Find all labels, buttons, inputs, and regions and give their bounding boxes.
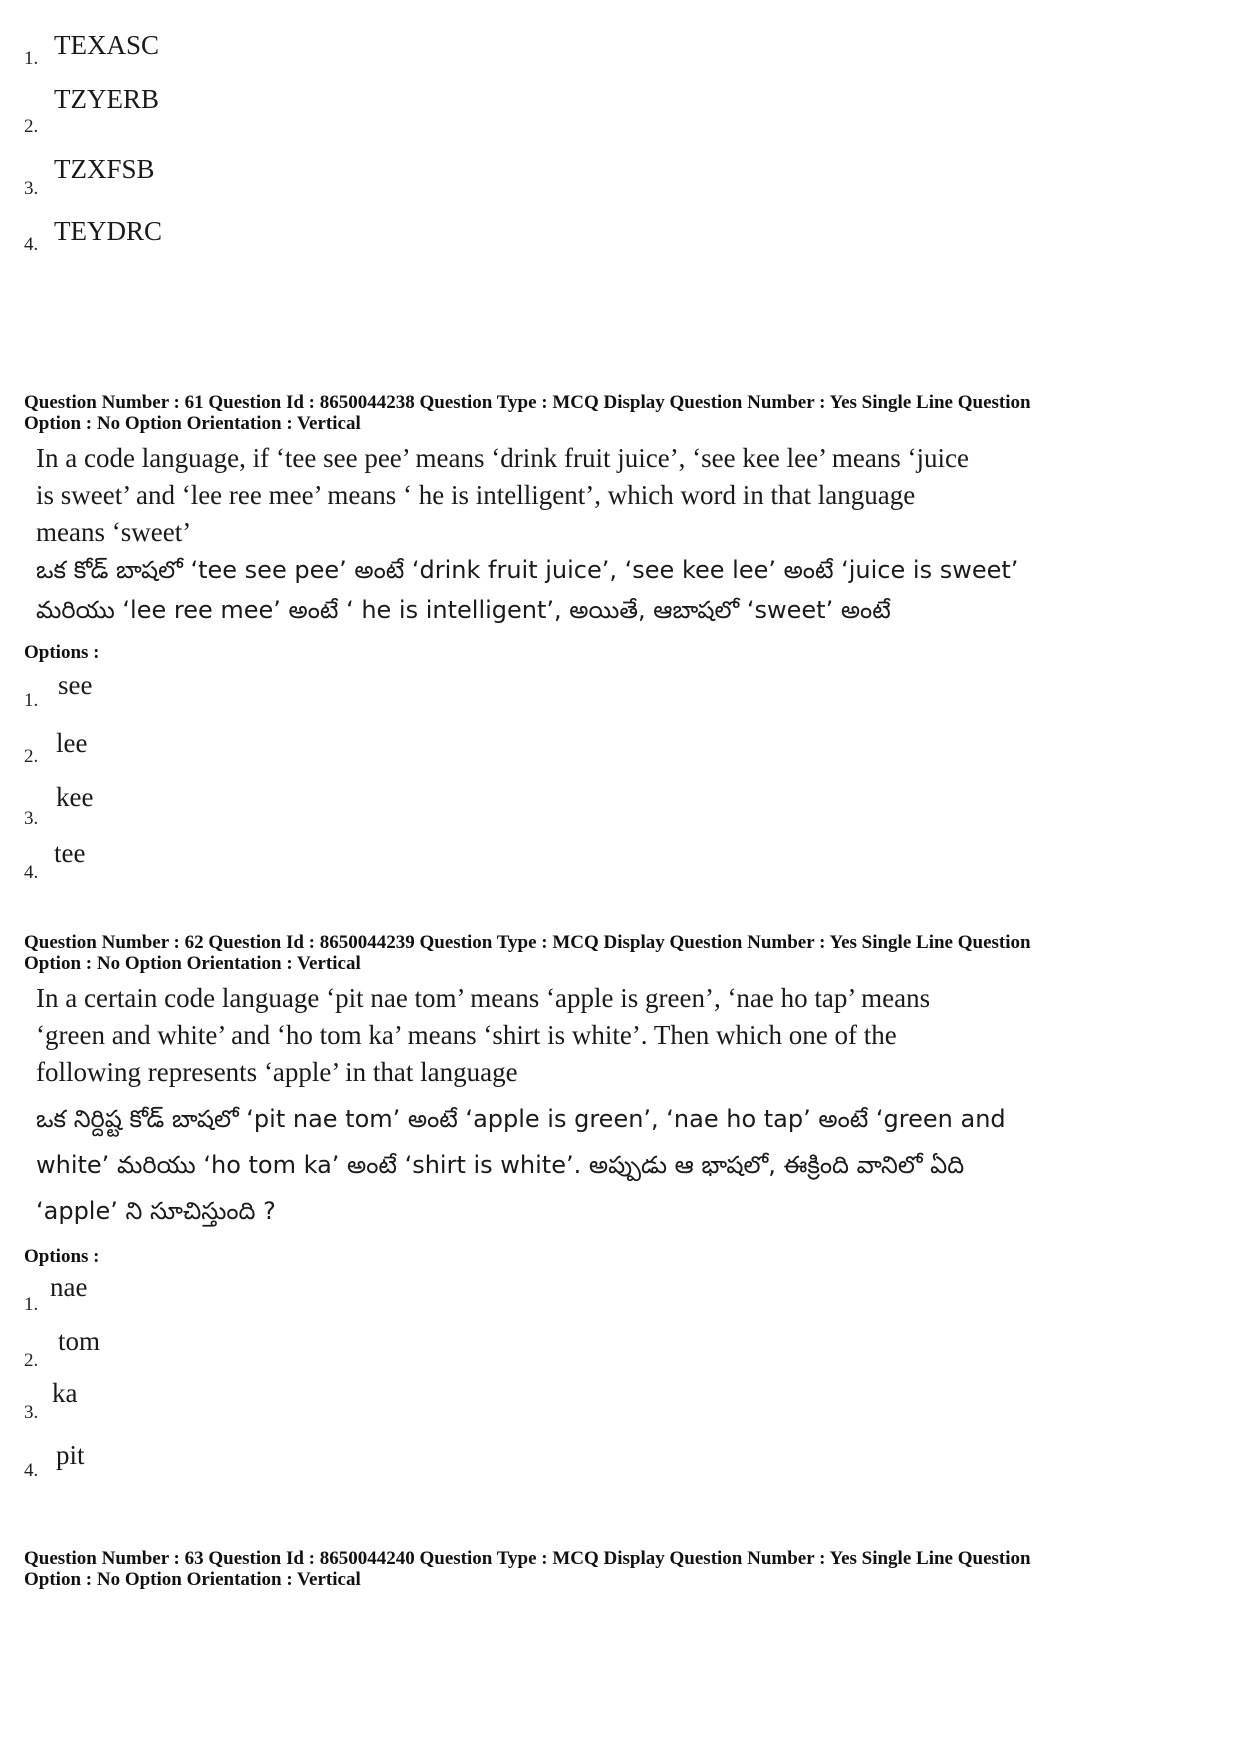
question-meta bbox=[24, 392, 1224, 434]
question-line: ‘green and white’ and ‘ho tom ka’ means ‘shirt is white’. Then which one of the bbox=[36, 1020, 897, 1050]
option-text: tom bbox=[58, 1326, 101, 1356]
option-text: lee bbox=[56, 728, 88, 758]
option-number: 2. bbox=[24, 1350, 39, 1371]
question-line: is sweet’ and ‘lee ree mee’ means ‘ he is intelligent’, which word in that language bbox=[36, 480, 916, 510]
question-line: In a certain code language ‘pit nae tom’ means ‘apple is green’, ‘nae ho tap’ means bbox=[36, 983, 931, 1013]
question-meta bbox=[24, 932, 1224, 974]
question-text-telugu bbox=[36, 550, 1186, 630]
options-label: Options : bbox=[24, 1246, 100, 1267]
option-number: 4. bbox=[24, 1460, 39, 1481]
option-number: 1. bbox=[24, 48, 39, 69]
question-line: means ‘sweet’ bbox=[36, 517, 192, 547]
meta-line-1: Question Number : 63 Question Id : 8650044240 Question Type : MCQ Display Question Number : Yes Single Line Question bbox=[24, 1548, 1031, 1569]
option-text: ka bbox=[52, 1378, 78, 1408]
question-line: ‘apple’ ని సూచిస్తుంది ? bbox=[36, 1197, 276, 1225]
question-text-english bbox=[36, 440, 1186, 551]
question-text-telugu bbox=[36, 1096, 1186, 1234]
question-line: following represents ‘apple’ in that language bbox=[36, 1057, 518, 1087]
option-number: 1. bbox=[24, 1294, 39, 1315]
option-number: 3. bbox=[24, 178, 39, 199]
question-line: white’ మరియు ‘ho tom ka’ అంటే ‘shirt is white’. అప్పుడు ఆ భాషలో, ఈక్రింది వానిలో ఏది bbox=[36, 1151, 965, 1179]
question-line: In a code language, if ‘tee see pee’ means ‘drink fruit juice’, ‘see kee lee’ means ‘juice bbox=[36, 443, 970, 473]
option-number: 2. bbox=[24, 116, 39, 137]
option-text: tee bbox=[54, 838, 86, 868]
options-label: Options : bbox=[24, 642, 100, 663]
question-line: మరియు ‘lee ree mee’ అంటే ‘ he is intelligent’, అయితే, ఆబాషలో ‘sweet’ అంటే bbox=[36, 596, 891, 624]
option-text: kee bbox=[56, 782, 94, 812]
option-number: 3. bbox=[24, 1402, 39, 1423]
meta-line-2: Option : No Option Orientation : Vertical bbox=[24, 413, 361, 434]
question-line: ఒక నిర్దిష్ట కోడ్ బాషలో ‘pit nae tom’ అంటే ‘apple is green’, ‘nae ho tap’ అంటే ‘green and bbox=[36, 1105, 1006, 1133]
question-line: ఒక కోడ్ బాషలో ‘tee see pee’ అంటే ‘drink fruit juice’, ‘see kee lee’ అంటే ‘juice is sweet’ bbox=[36, 556, 1019, 584]
option-text: TEXASC bbox=[54, 30, 160, 60]
option-text: see bbox=[58, 670, 93, 700]
meta-line-1: Question Number : 62 Question Id : 8650044239 Question Type : MCQ Display Question Number : Yes Single Line Question bbox=[24, 932, 1031, 953]
meta-line-2: Option : No Option Orientation : Vertical bbox=[24, 953, 361, 974]
option-text: pit bbox=[56, 1440, 85, 1470]
meta-line-2: Option : No Option Orientation : Vertical bbox=[24, 1569, 361, 1590]
meta-line-1: Question Number : 61 Question Id : 8650044238 Question Type : MCQ Display Question Number : Yes Single Line Question bbox=[24, 392, 1031, 413]
option-number: 4. bbox=[24, 234, 39, 255]
option-text: TZXFSB bbox=[54, 154, 155, 184]
option-text: nae bbox=[50, 1272, 88, 1302]
question-text-english bbox=[36, 980, 1186, 1091]
question-meta bbox=[24, 1548, 1224, 1590]
option-number: 3. bbox=[24, 808, 39, 829]
option-text: TEYDRC bbox=[54, 216, 162, 246]
option-text: TZYERB bbox=[54, 84, 159, 114]
option-number: 2. bbox=[24, 746, 39, 767]
option-number: 1. bbox=[24, 690, 39, 711]
option-number: 4. bbox=[24, 862, 39, 883]
